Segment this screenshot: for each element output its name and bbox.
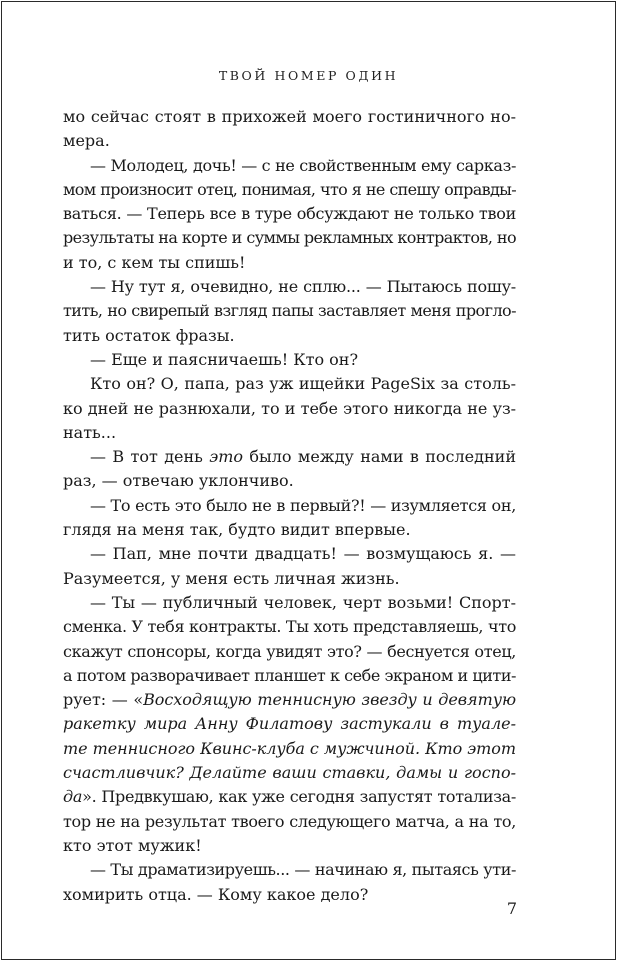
text-line-content: — То есть это было не в первый?! — изумляется он, bbox=[90, 495, 516, 515]
text-line bbox=[63, 469, 516, 493]
text-line bbox=[63, 785, 516, 809]
italic-run: Восходящую теннисную звезду и девятую bbox=[143, 690, 516, 710]
text-line-content: — Ты — публичный человек, черт возьми! Спорт- bbox=[90, 592, 516, 612]
text-line bbox=[63, 178, 516, 202]
text-line bbox=[63, 348, 516, 372]
text-line bbox=[63, 129, 516, 153]
text-line-content: результаты на корте и суммы рекламных контрактов, но bbox=[63, 228, 516, 248]
text-line bbox=[63, 883, 516, 907]
text-line-content: сменка. У тебя контракты. Ты хоть представляешь, что bbox=[63, 617, 516, 637]
text-line-content: Разумеется, у меня есть личная жизнь. bbox=[63, 568, 400, 588]
text-line-content: тить остаток фразы. bbox=[63, 325, 235, 345]
body-text bbox=[63, 105, 516, 907]
text-line bbox=[63, 226, 516, 250]
text-line bbox=[63, 737, 516, 761]
text-line-content: раз, — отвечаю уклончиво. bbox=[63, 471, 294, 491]
italic-run: ракетку мира Анну Филатову застукали в туале- bbox=[63, 714, 516, 734]
text-line bbox=[63, 154, 516, 178]
text-line-content: хомирить отца. — Кому какое дело? bbox=[63, 884, 369, 904]
text-line bbox=[63, 518, 516, 542]
text-line-content: нать... bbox=[63, 422, 117, 442]
text-line bbox=[63, 397, 516, 421]
text-line-content: глядя на меня так, будто видит впервые. bbox=[63, 520, 411, 540]
text-line-content: мера. bbox=[63, 131, 110, 151]
text-line-content: — Ну тут я, очевидно, не сплю... — Пытаюсь пошу- bbox=[90, 277, 516, 297]
text-line-content: тор не на результат твоего следующего матча, а на то, bbox=[63, 811, 516, 831]
italic-run: те теннисного Квинс-клуба с мужчиной. Кто этот bbox=[63, 738, 516, 758]
italic-run: это bbox=[209, 447, 244, 467]
text-line bbox=[63, 858, 516, 882]
italic-run: счастливчик? Делайте ваши ставки, дамы и госпо- bbox=[63, 763, 516, 783]
text-line bbox=[63, 615, 516, 639]
text-line-content: кто этот мужик! bbox=[63, 835, 202, 855]
text-line bbox=[63, 251, 516, 275]
text-line-content: ко дней не разнюхали, то и тебе этого никогда не уз- bbox=[63, 398, 516, 418]
text-line-content: тить, но свирепый взгляд папы заставляет меня прогло- bbox=[63, 301, 516, 321]
text-line-content: — Молодец, дочь! — с не свойственным ему сарказ- bbox=[90, 155, 516, 175]
text-line-content: — Еще и паясничаешь! Кто он? bbox=[90, 349, 359, 369]
text-line bbox=[63, 567, 516, 591]
text-line bbox=[63, 202, 516, 226]
text-line-content: а потом разворачивает планшет к себе экраном и цити- bbox=[63, 665, 516, 685]
text-line bbox=[63, 445, 516, 469]
text-line-content: и то, с кем ты спишь! bbox=[63, 252, 246, 272]
text-line-content: ваться. — Теперь все в туре обсуждают не только твои bbox=[63, 204, 516, 224]
running-head: ТВОЙ НОМЕР ОДИН bbox=[218, 68, 399, 83]
text-line bbox=[63, 591, 516, 615]
text-line bbox=[63, 299, 516, 323]
text-line bbox=[63, 688, 516, 712]
text-line bbox=[63, 105, 516, 129]
page-number: 7 bbox=[506, 899, 517, 918]
text-line bbox=[63, 834, 516, 858]
text-line-content: скажут спонсоры, когда увидят это? — беснуется отец, bbox=[63, 641, 516, 661]
text-line-content: — Ты драматизируешь... — начинаю я, пытаясь ути- bbox=[90, 860, 516, 880]
text-line bbox=[63, 542, 516, 566]
text-line-content: мом произносит отец, понимая, что я не спешу оправды- bbox=[63, 179, 516, 199]
text-line bbox=[63, 494, 516, 518]
text-line bbox=[63, 664, 516, 688]
text-line bbox=[63, 421, 516, 445]
text-line bbox=[63, 372, 516, 396]
text-line bbox=[63, 275, 516, 299]
text-line-content: Кто он? О, папа, раз уж ищейки PageSix за столь- bbox=[90, 374, 516, 394]
text-line-content: мо сейчас стоят в прихожей моего гостиничного но- bbox=[63, 107, 516, 126]
book-page bbox=[1, 1, 616, 960]
text-run: ». Предвкушаю, как уже сегодня запустят тотализа- bbox=[82, 787, 516, 807]
text-run: — В тот день bbox=[90, 447, 210, 467]
text-run: рует: — « bbox=[63, 690, 144, 710]
text-line-content: — Пап, мне почти двадцать! — возмущаюсь я. — bbox=[90, 544, 516, 564]
text-line bbox=[63, 712, 516, 736]
text-run: было между нами в последний bbox=[243, 447, 516, 467]
text-line bbox=[63, 761, 516, 785]
text-line bbox=[63, 640, 516, 664]
text-line bbox=[63, 324, 516, 348]
italic-run: да bbox=[63, 787, 83, 807]
text-line bbox=[63, 810, 516, 834]
